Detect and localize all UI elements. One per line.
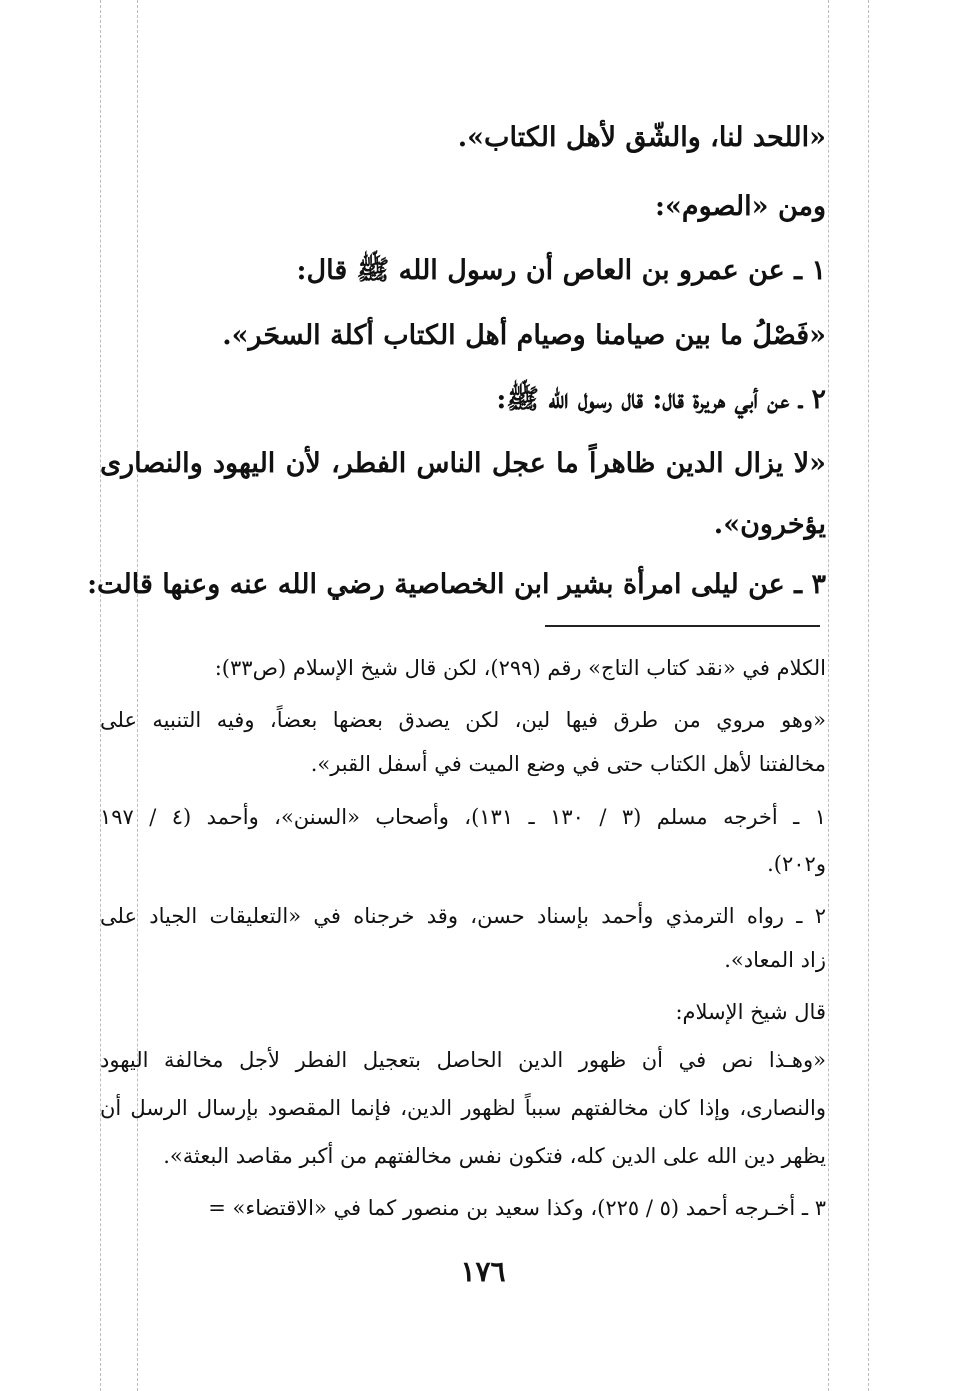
footnote-separator [545,625,820,627]
body-line-hadith-1: ١ ـ عن عمرو بن العاص أن رسول الله ﷺ قال: [296,255,826,286]
footnote-line: زاد المعاد». [724,948,826,972]
footnote-line: ٣ ـ أخـرجه أحمد (٥ / ٢٢٥)، وكذا سعيد بن منصور كما في «الاقتضاء» = [208,1196,826,1220]
footnote-line: «وهـذا نص في أن ظهور الدين الحاصل بتعجيل الفطر لأجل مخالفة اليهود [100,1048,826,1072]
footnote-line: ٢ ـ رواه الترمذي وأحمد بإسناد حسن، وقد خرجناه في «التعليقات الجياد على [100,904,826,928]
footnote-line: الكلام في «نقد كتاب التاج» رقم (٢٩٩)، لكن قال شيخ الإسلام (ص٣٣): [214,656,826,680]
body-line-hadith-2: ٢ ـ عن أبي هريرة قال: قال رسول الله ﷺ: [496,384,826,415]
body-line-quote-1: «فَصْلُ ما بين صيامنا وصيام أهل الكتاب أكلة السحَر». [222,320,826,351]
footnote-line: «وهو مروي من طرق فيها لين، لكن يصدق بعضها بعضاً، وفيه التنبيه على [100,708,826,732]
footnote-line: يظهر دين الله على الدين كله، فتكون نفس مخالفتهم من أكبر مقاصد البعثة». [163,1144,826,1168]
body-line-1: «اللحد لنا، والشّق لأهل الكتاب». [457,122,826,153]
body-line-quote-2: «لا يزال الدين ظاهراً ما عجل الناس الفطر، لأن اليهود والنصارى [100,448,826,479]
footnote-line: والنصارى، وإذا كان مخالفتهم سبباً لظهور الدين، فإنما المقصود بإرسال الرسل أن [100,1096,826,1120]
scan-guide-right [868,0,869,1391]
body-line-quote-2-end: يؤخرون». [713,509,826,540]
footnote-line: و٢٠٢). [767,852,826,876]
body-line-hadith-3: ٣ ـ عن ليلى امرأة بشير ابن الخصاصية رضي الله عنه وعنها قالت: [87,569,826,600]
scan-guide-mid-right [828,0,829,1391]
section-heading-fasting: ومن «الصوم»: [655,191,826,222]
footnote-line: مخالفتنا لأهل الكتاب حتى في وضع الميت في أسفل القبر». [310,752,826,776]
footnote-line: قال شيخ الإسلام: [675,1000,826,1024]
page-number: ١٧٦ [460,1255,506,1288]
footnote-line: ١ ـ أخرجه مسلم (٣ / ١٣٠ ـ ١٣١)، وأصحاب «السنن»، وأحمد (٤ / ١٩٧ [100,805,826,829]
